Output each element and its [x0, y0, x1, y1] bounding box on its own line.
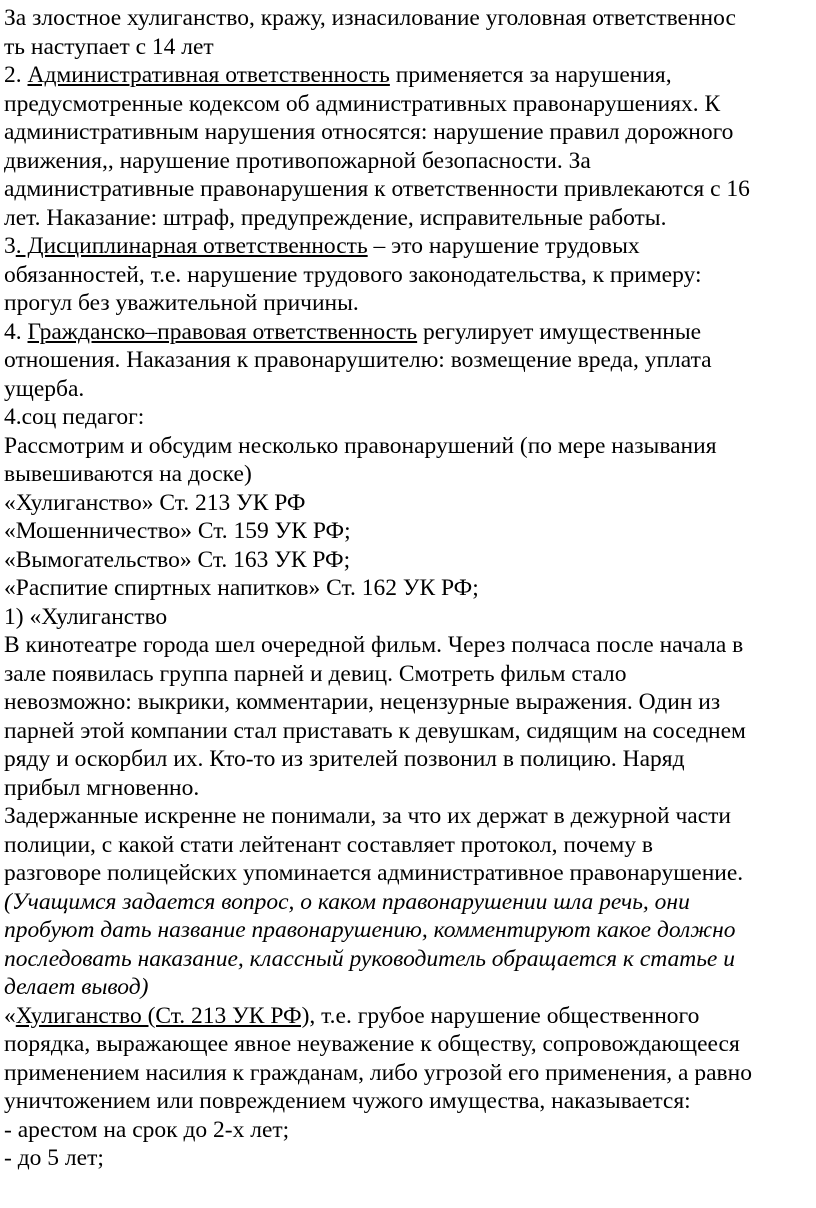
case1-line-1: В кинотеатре города шел очередной фильм. Через полчаса после начала в: [4, 632, 744, 658]
p3-line-1-rest: – это нарушение трудовых: [367, 233, 640, 259]
p1-line-2: ть наступает с 14 лет: [4, 33, 214, 60]
p5-line-3: вывешиваются на доске): [4, 461, 252, 487]
p2-line-2: предусмотренные кодексом об административных правонарушениях. К: [4, 90, 721, 117]
offense-item: «Хулиганство» Ст. 213 УК РФ: [4, 489, 306, 516]
p2-line-4: движения,, нарушение противопожарной безопасности. За: [4, 147, 591, 174]
case1-line-8: полиции, с какой стати лейтенант составляет протокол, почему в: [4, 831, 653, 858]
case1-line-6: прибыл мгновенно.: [4, 774, 200, 801]
administrative-liability-term: Административная ответственность: [27, 62, 390, 88]
p3-line-2: обязанностей, т.е. нарушение трудового законодательства, к примеру:: [4, 261, 702, 288]
hooliganism-article-term: Хулиганство (Ст. 213 УК РФ),: [15, 1002, 316, 1029]
disciplinary-liability-term: . Дисциплинарная ответственность: [15, 233, 368, 259]
teacher-note-line-4: делает вывод): [4, 974, 149, 1000]
p1-line-1: За злостное хулиганство, кражу, изнасилование уголовная ответственнос: [4, 5, 736, 31]
case1-line-5: ряду и оскорбил их. Кто-то из зрителей позвонил в полицию. Наряд: [4, 746, 685, 772]
p5-line-1: 4.соц педагог:: [4, 404, 145, 430]
teacher-note-line-2: пробуют дать название правонарушению, комментируют какое должно: [4, 917, 736, 943]
p2-line-5: административные правонарушения к ответственности привлекаются с 16: [4, 176, 750, 202]
p2-number: 2.: [4, 62, 28, 88]
case1-line-4: парней этой компании стал приставать к девушкам, сидящим на соседнем: [4, 717, 746, 744]
p2-line-1-rest: применяется за нарушения,: [389, 62, 672, 88]
case1-heading: 1) «Хулиганство: [4, 603, 168, 630]
p4-line-1-rest: регулирует имущественные: [417, 318, 702, 345]
definition-open-quote: «: [4, 1002, 16, 1029]
punishment-item: - до 5 лет;: [4, 1145, 104, 1171]
teacher-note-line-3: последовать наказание, классный руководитель обращается к статье и: [4, 945, 735, 972]
p4-line-3: ущерба.: [4, 375, 85, 402]
offense-item: «Мошенничество» Ст. 159 УК РФ;: [4, 518, 351, 544]
definition-line-1: [4, 1002, 814, 1031]
definition-line-2: порядка, выражающее явное неуважение к обществу, сопровождающееся: [4, 1031, 740, 1057]
p2-line-3: административным нарушения относятся: нарушение правил дорожного: [4, 119, 734, 145]
p3-line-3: прогул без уважительной причины.: [4, 290, 359, 316]
p4-line-2: отношения. Наказания к правонарушителю: возмещение вреда, уплата: [4, 347, 712, 373]
definition-line-4: уничтожением или повреждением чужого имущества, наказывается:: [4, 1088, 691, 1114]
p3-number: 3: [4, 233, 16, 259]
case1-line-3: невозможно: выкрики, комментарии, нецензурные выражения. Один из: [4, 689, 721, 715]
p3-line-1: [4, 232, 814, 261]
civil-liability-term: Гражданско–правовая ответственность: [27, 318, 418, 345]
definition-line-1-rest: т.е. грубое нарушение общественного: [315, 1002, 700, 1029]
case1-line-7: Задержанные искренне не понимали, за что их держат в дежурной части: [4, 803, 732, 829]
p4-number: 4.: [4, 318, 28, 345]
offense-item: «Распитие спиртных напитков» Ст. 162 УК РФ;: [4, 575, 479, 601]
document-page: [4, 4, 814, 1173]
case1-line-9: разговоре полицейских упоминается административное правонарушение.: [4, 860, 744, 886]
punishment-item: - арестом на срок до 2-х лет;: [4, 1116, 290, 1143]
offense-item: «Вымогательство» Ст. 163 УК РФ;: [4, 546, 351, 573]
case1-line-2: зале появилась группа парней и девиц. Смотреть фильм стало: [4, 660, 627, 687]
p2-line-6: лет. Наказание: штраф, предупреждение, исправительные работы.: [4, 204, 667, 231]
p5-line-2: Рассмотрим и обсудим несколько правонарушений (по мере называния: [4, 432, 717, 459]
teacher-note-line-1: (Учащимся задается вопрос, о каком правонарушении шла речь, они: [4, 888, 690, 915]
p4-line-1: [4, 318, 814, 347]
definition-line-3: применением насилия к гражданам, либо угрозой его применения, а равно: [4, 1059, 752, 1086]
p2-line-1: [4, 61, 814, 90]
